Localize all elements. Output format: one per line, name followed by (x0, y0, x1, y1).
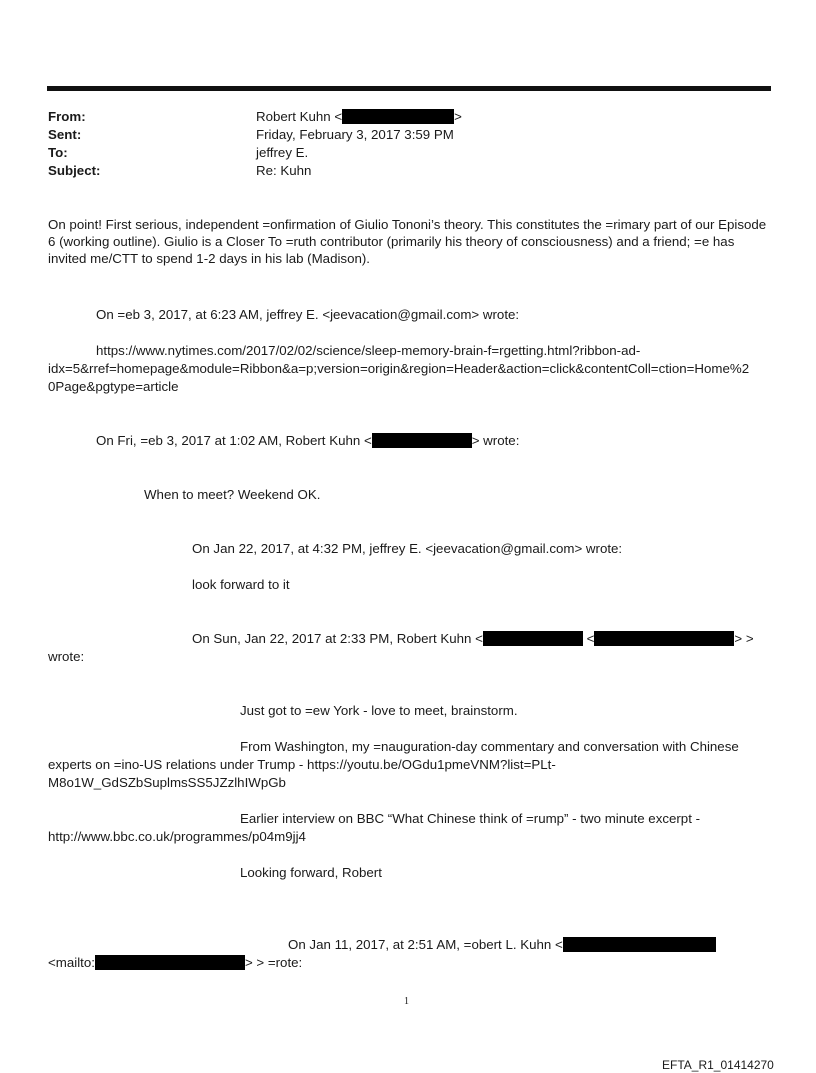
subject-value: Re: Kuhn (256, 163, 312, 178)
page-number: 1 (404, 996, 409, 1007)
quote-header-start: On Jan 11, 2017, at 2:51 AM, =obert L. Kuhn < (288, 937, 563, 952)
redaction-box (483, 631, 583, 646)
sent-value: Friday, February 3, 2017 3:59 PM (256, 127, 454, 142)
to-value: jeffrey E. (256, 145, 309, 160)
quote-text: Earlier interview on BBC “What Chinese think of =rump” - two minute excerpt - (240, 811, 701, 826)
from-close: > (454, 109, 462, 124)
quote-header-start: On Fri, =eb 3, 2017 at 1:02 AM, Robert Kuhn < (96, 433, 372, 448)
quote-text: experts on =ino-US relations under Trump - https://youtu.be/OGdu1pmeVNM?list=PLt- (48, 757, 556, 772)
quote-header (96, 432, 519, 449)
quote-header-cont (48, 954, 302, 971)
redaction-box (563, 937, 716, 952)
quote-header (192, 630, 754, 647)
redaction-box (594, 631, 734, 646)
subject-label: Subject: (48, 163, 101, 178)
from-name: Robert Kuhn < (256, 109, 343, 124)
quote-header-end: > > =rote: (244, 955, 303, 970)
quote-header-end: > > (734, 631, 754, 646)
redaction-box (342, 109, 454, 124)
from-label: From: (48, 109, 86, 124)
quote-header: On =eb 3, 2017, at 6:23 AM, jeffrey E. <jeevacation@gmail.com> wrote: (96, 307, 520, 322)
quote-header-mid: < (586, 631, 595, 646)
bates-number: EFTA_R1_01414270 (662, 1058, 774, 1072)
quote-text: http://www.bbc.co.uk/programmes/p04m9jj4 (48, 829, 306, 844)
from-value (256, 108, 462, 125)
quote-header-end: > wrote: (471, 433, 520, 448)
redaction-box (95, 955, 245, 970)
quote-header: On Jan 22, 2017, at 4:32 PM, jeffrey E. <jeevacation@gmail.com> wrote: (192, 541, 623, 556)
quote-signature: Looking forward, Robert (240, 865, 382, 880)
quote-url-line: 0Page&pgtype=article (48, 379, 179, 394)
quote-text: From Washington, my =nauguration-day commentary and conversation with Chinese (240, 739, 739, 754)
quote-text: M8o1W_GdSZbSuplmsSS5JZzlhIWpGb (48, 775, 286, 790)
header-rule (47, 86, 771, 91)
to-label: To: (48, 145, 68, 160)
quote-url-line: idx=5&rref=homepage&module=Ribbon&a=p;version=origin&region=Header&action=click&contentColl=ction=Home%2 (48, 361, 750, 376)
quote-header-start: On Sun, Jan 22, 2017 at 2:33 PM, Robert Kuhn < (192, 631, 483, 646)
quote-header (288, 936, 716, 953)
quote-text: Just got to =ew York - love to meet, brainstorm. (240, 703, 518, 718)
body-paragraph: On point! First serious, independent =onfirmation of Giulio Tononi’s theory. This constitutes the =rimary part of our Episode 6 (working outline). Giulio is a Closer To =ruth contributor (primarily his theory of consciousness) and a friend; =e has invited me/CTT to spend 1-2 days in his lab (Madison). (48, 217, 767, 266)
mailto-text: <mailto: (48, 955, 95, 970)
quote-text: When to meet? Weekend OK. (144, 487, 321, 502)
quote-text: look forward to it (192, 577, 290, 592)
redaction-box (372, 433, 472, 448)
quote-wrote: wrote: (48, 649, 85, 664)
sent-label: Sent: (48, 127, 82, 142)
quote-url-line: https://www.nytimes.com/2017/02/02/science/sleep-memory-brain-f=rgetting.html?ribbon-ad- (96, 343, 641, 358)
